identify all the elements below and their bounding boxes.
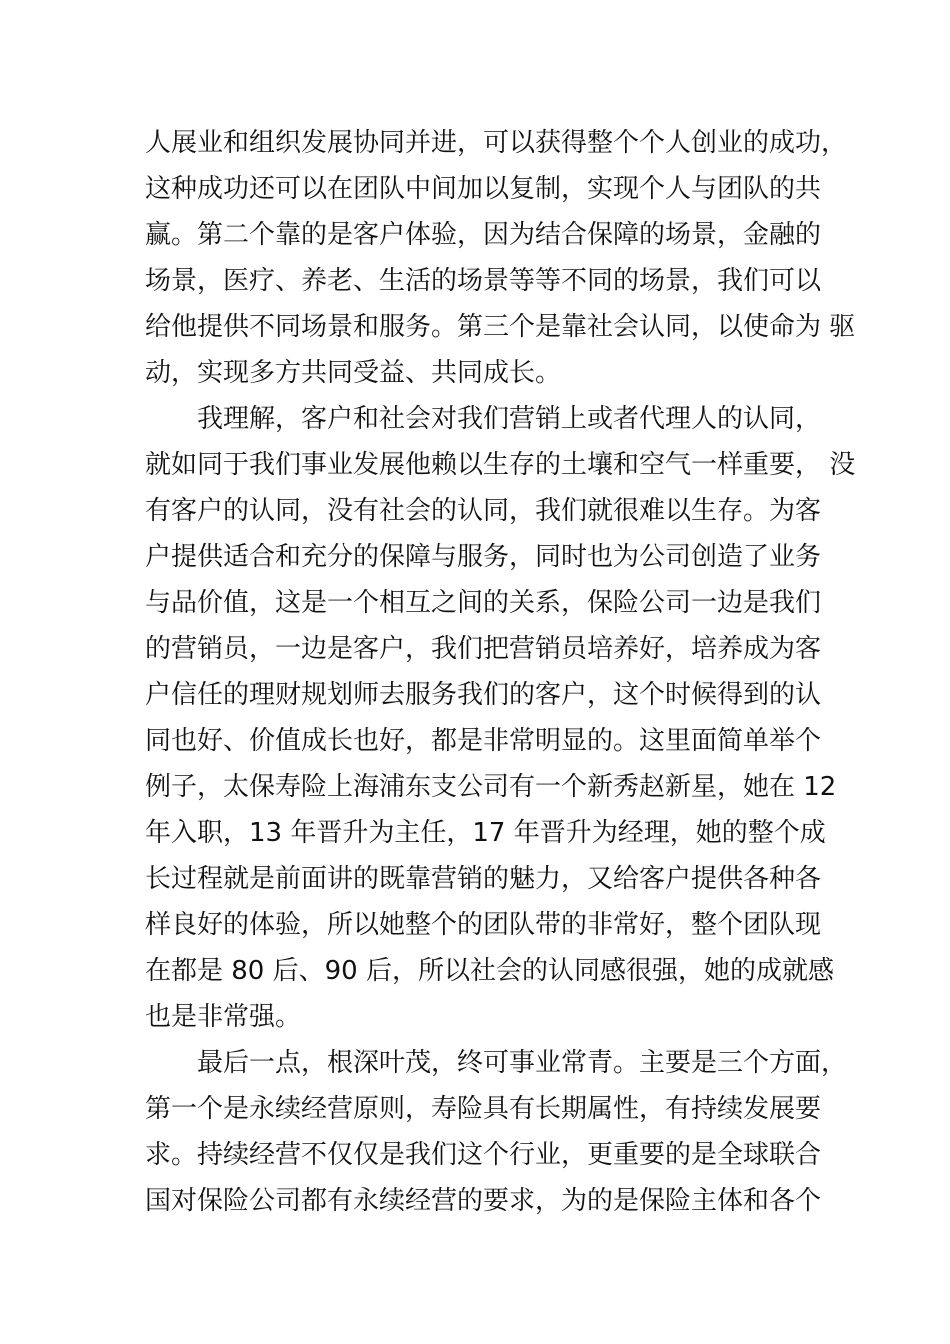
text-line: 人展业和组织发展协同并进，可以获得整个个人创业的成功，	[145, 128, 848, 158]
text-line: 动，实现多方共同受益、共同成长。	[145, 358, 562, 388]
text-line: 户信任的理财规划师去服务我们的客户，这个时候得到的认	[145, 680, 822, 710]
text-line: 的营销员，一边是客户，我们把营销员培养好，培养成为客	[145, 634, 822, 664]
text-line: 同也好、价值成长也好，都是非常明显的。这里面简单举个	[145, 726, 822, 756]
body-text	[145, 120, 856, 1224]
text-line: 样良好的体验，所以她整个的团队带的非常好，整个团队现	[145, 910, 822, 940]
text-line: 我理解，客户和社会对我们营销上或者代理人的认同，	[145, 404, 822, 434]
text-line: 有客户的认同，没有社会的认同，我们就很难以生存。为客	[145, 496, 822, 526]
text-line: 在都是 80 后、90 后，所以社会的认同感很强，她的成就感	[145, 956, 834, 986]
text-line: 就如同于我们事业发展他赖以生存的土壤和空气一样重要， 没	[145, 450, 856, 480]
text-line: 赢。第二个靠的是客户体验，因为结合保障的场景，金融的	[145, 220, 822, 250]
text-line: 例子，太保寿险上海浦东支公司有一个新秀赵新星，她在 12	[145, 772, 837, 802]
text-line: 这种成功还可以在团队中间加以复制，实现个人与团队的共	[145, 174, 822, 204]
text-line: 场景，医疗、养老、生活的场景等等不同的场景，我们可以	[145, 266, 822, 296]
text-line: 求。持续经营不仅仅是我们这个行业，更重要的是全球联合	[145, 1140, 822, 1170]
text-line: 也是非常强。	[145, 1002, 302, 1032]
text-line: 长过程就是前面讲的既靠营销的魅力，又给客户提供各种各	[145, 864, 822, 894]
text-line: 国对保险公司都有永续经营的要求，为的是保险主体和各个	[145, 1186, 822, 1216]
text-line: 第一个是永续经营原则，寿险具有长期属性，有持续发展要	[145, 1094, 822, 1124]
text-line: 给他提供不同场景和服务。第三个是靠社会认同，以使命为 驱	[145, 312, 856, 342]
text-line: 年入职，13 年晋升为主任，17 年晋升为经理，她的整个成	[145, 818, 826, 848]
text-line: 户提供适合和充分的保障与服务，同时也为公司创造了业务	[145, 542, 822, 572]
text-line: 与品价值，这是一个相互之间的关系，保险公司一边是我们	[145, 588, 822, 618]
text-line: 最后一点，根深叶茂，终可事业常青。主要是三个方面，	[145, 1048, 848, 1078]
